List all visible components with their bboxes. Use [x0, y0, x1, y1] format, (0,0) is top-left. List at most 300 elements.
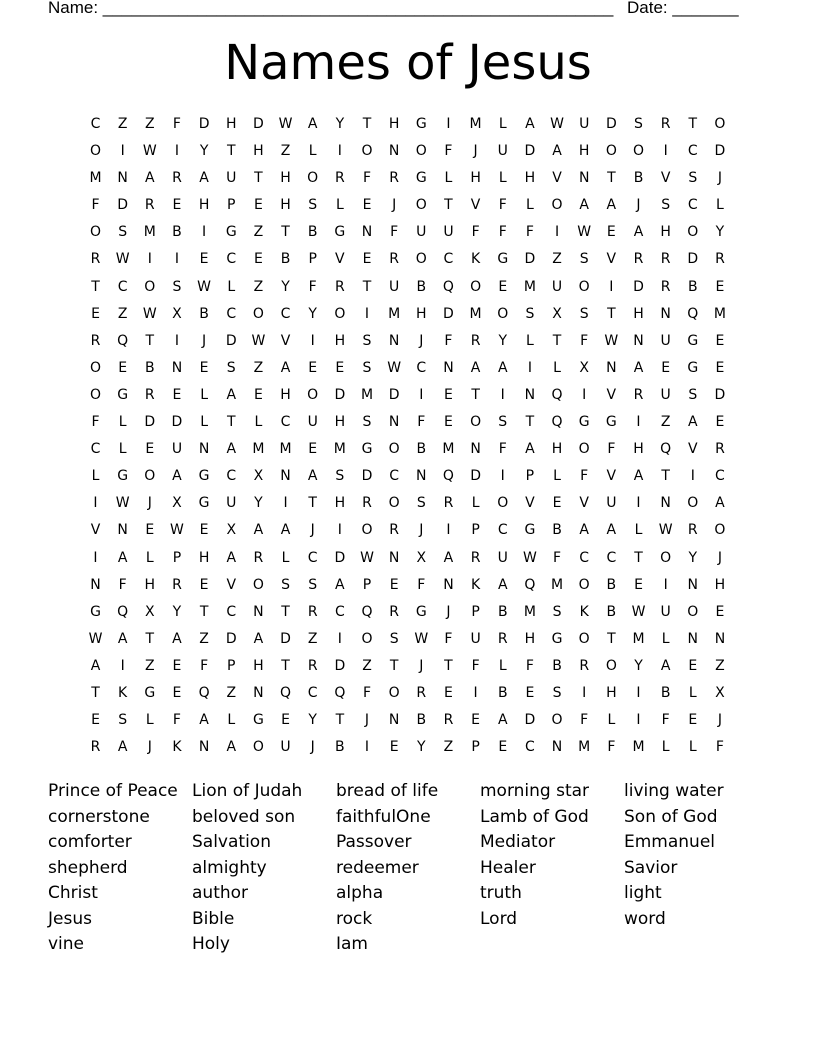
- grid-letter: C: [334, 603, 345, 620]
- grid-letter: D: [388, 386, 400, 403]
- grid-letter: L: [498, 657, 507, 674]
- grid-letter: I: [663, 576, 668, 593]
- grid-letter: F: [417, 576, 426, 593]
- grid-letter: R: [307, 657, 318, 674]
- grid-letter: R: [660, 251, 671, 268]
- grid-letter: W: [88, 630, 103, 647]
- grid-letter: A: [606, 197, 617, 214]
- word-item: alpha: [336, 883, 384, 903]
- grid-letter: F: [525, 224, 534, 241]
- word-item: Lamb of God: [480, 806, 589, 827]
- grid-row: [82, 655, 732, 682]
- grid-letter: C: [687, 197, 698, 214]
- grid-letter: O: [578, 576, 590, 593]
- grid-letter: W: [360, 549, 374, 566]
- grid-letter: E: [253, 386, 263, 403]
- grid-letter: R: [470, 332, 481, 349]
- grid-letter: H: [633, 305, 644, 322]
- grid-letter: I: [364, 305, 370, 322]
- grid-letter: O: [388, 441, 400, 458]
- grid-letter: T: [199, 603, 209, 620]
- grid-letter: L: [498, 116, 507, 132]
- grid-letter: R: [90, 739, 101, 756]
- grid-letter: M: [551, 576, 564, 593]
- grid-letter: E: [715, 278, 725, 295]
- grid-letter: I: [636, 414, 641, 431]
- grid-letter: N: [90, 576, 101, 593]
- grid-letter: Q: [117, 603, 129, 620]
- grid-letter: M: [523, 278, 536, 295]
- grid-letter: T: [607, 170, 616, 187]
- grid-letter: C: [687, 143, 698, 160]
- grid-letter: R: [144, 386, 155, 403]
- grid-letter: X: [226, 522, 237, 539]
- grid-letter: N: [606, 359, 617, 376]
- grid-letter: C: [90, 116, 101, 132]
- grid-letter: H: [714, 576, 726, 593]
- grid-letter: V: [90, 522, 101, 539]
- grid-letter: Y: [308, 305, 317, 322]
- header: [0, 0, 816, 19]
- grid-letter: Q: [551, 414, 563, 431]
- grid-letter: L: [227, 278, 236, 295]
- grid-letter: A: [633, 224, 644, 241]
- grid-letter: D: [524, 251, 536, 268]
- grid-letter: E: [525, 684, 535, 701]
- grid-letter: F: [715, 739, 724, 756]
- grid-letter: D: [225, 630, 237, 647]
- grid-letter: F: [607, 441, 616, 458]
- grid-letter: T: [444, 657, 453, 674]
- grid-letter: J: [717, 712, 722, 729]
- name-field-label: Name: ______________________________________________________: [48, 0, 614, 17]
- grid-letter: R: [443, 495, 454, 512]
- grid-letter: O: [415, 143, 427, 160]
- grid-letter: V: [335, 251, 345, 268]
- grid-letter: Z: [117, 305, 128, 322]
- grid-letter: M: [713, 305, 726, 322]
- grid-letter: A: [497, 712, 508, 729]
- grid-letter: S: [579, 251, 589, 268]
- word-item: Christ: [48, 883, 98, 903]
- word-column: [480, 779, 624, 932]
- grid-letter: Y: [254, 495, 263, 512]
- grid-letter: U: [171, 441, 183, 458]
- grid-letter: D: [524, 143, 536, 160]
- grid-letter: A: [579, 522, 589, 539]
- grid-letter: C: [280, 305, 291, 322]
- grid-letter: C: [416, 359, 427, 376]
- grid-letter: P: [172, 549, 182, 566]
- grid-letter: T: [254, 170, 263, 187]
- grid-letter: W: [115, 495, 130, 512]
- word-item: truth: [480, 883, 522, 903]
- grid-letter: E: [389, 739, 399, 756]
- grid-letter: E: [552, 495, 562, 512]
- grid-letter: D: [470, 468, 481, 485]
- grid-letter: C: [307, 684, 318, 701]
- grid-letter: B: [497, 603, 508, 620]
- grid-letter: I: [120, 143, 125, 160]
- grid-letter: W: [414, 630, 429, 647]
- grid-letter: Y: [281, 278, 290, 295]
- grid-letter: T: [91, 278, 100, 295]
- grid-letter: V: [606, 251, 617, 268]
- grid-letter: E: [715, 359, 725, 376]
- grid-letter: I: [337, 143, 342, 160]
- grid-letter: S: [525, 305, 535, 322]
- word-item: author: [192, 883, 249, 903]
- grid-letter: A: [253, 522, 264, 539]
- grid-row: [82, 682, 732, 709]
- grid-letter: O: [252, 305, 264, 322]
- grid-letter: A: [497, 359, 508, 376]
- grid-letter: G: [524, 522, 536, 539]
- word-item: Passover: [336, 832, 412, 852]
- grid-letter: D: [334, 549, 346, 566]
- grid-letter: R: [497, 630, 508, 647]
- grid-letter: H: [225, 116, 237, 132]
- grid-letter: I: [202, 224, 207, 241]
- grid-letter: H: [334, 495, 346, 512]
- grid-letter: O: [605, 657, 617, 674]
- grid-letter: O: [388, 684, 400, 701]
- grid-letter: E: [444, 684, 453, 701]
- grid-letter: L: [525, 197, 534, 214]
- grid-letter: S: [281, 576, 290, 593]
- grid-letter: F: [498, 224, 507, 241]
- grid-letter: T: [91, 684, 100, 701]
- grid-letter: O: [687, 603, 699, 620]
- grid-letter: T: [661, 468, 670, 485]
- grid-row: [82, 438, 732, 465]
- grid-letter: T: [308, 495, 317, 512]
- grid-letter: L: [145, 712, 154, 729]
- grid-letter: V: [579, 495, 589, 512]
- grid-letter: Z: [253, 278, 264, 295]
- grid-letter: E: [362, 251, 372, 268]
- grid-letter: X: [172, 305, 182, 322]
- grid-letter: B: [497, 684, 508, 701]
- grid-letter: R: [307, 603, 318, 620]
- grid-letter: R: [144, 197, 155, 214]
- grid-letter: I: [147, 251, 152, 268]
- grid-letter: W: [115, 251, 130, 268]
- grid-letter: A: [117, 630, 128, 647]
- grid-letter: F: [498, 197, 507, 214]
- grid-letter: O: [144, 468, 156, 485]
- grid-letter: U: [660, 603, 671, 620]
- grid-letter: O: [334, 305, 346, 322]
- grid-letter: U: [497, 143, 508, 160]
- grid-letter: R: [660, 278, 671, 295]
- grid-letter: U: [443, 224, 454, 241]
- grid-letter: H: [524, 630, 536, 647]
- grid-letter: J: [364, 712, 370, 729]
- grid-row: [82, 303, 732, 330]
- grid-letter: O: [470, 278, 482, 295]
- grid-letter: J: [419, 332, 424, 349]
- grid-letter: C: [226, 468, 237, 485]
- grid-letter: F: [444, 332, 453, 349]
- grid-letter: R: [172, 170, 182, 187]
- word-item: redeemer: [336, 857, 419, 878]
- grid-letter: D: [633, 278, 644, 295]
- grid-letter: G: [415, 116, 427, 132]
- grid-letter: N: [633, 332, 644, 349]
- word-item: Iam: [336, 934, 368, 954]
- grid-letter: Y: [634, 657, 643, 674]
- grid-letter: L: [553, 468, 561, 485]
- grid-letter: Y: [417, 739, 426, 756]
- grid-letter: E: [498, 739, 508, 756]
- grid-letter: G: [415, 603, 427, 620]
- grid-letter: K: [471, 251, 481, 268]
- grid-letter: E: [606, 224, 616, 241]
- grid-letter: O: [714, 522, 726, 539]
- grid-letter: W: [278, 116, 293, 132]
- grid-letter: X: [416, 549, 427, 566]
- grid-letter: E: [145, 522, 155, 539]
- grid-letter: B: [199, 305, 209, 322]
- grid-letter: I: [554, 224, 560, 241]
- grid-letter: N: [443, 359, 454, 376]
- grid-letter: E: [715, 414, 725, 431]
- grid-letter: I: [283, 495, 288, 512]
- grid-letter: E: [91, 305, 100, 322]
- grid-letter: T: [525, 414, 535, 431]
- grid-letter: O: [307, 386, 319, 403]
- grid-letter: S: [688, 170, 698, 187]
- grid-letter: W: [631, 603, 646, 620]
- grid-letter: V: [552, 170, 562, 187]
- grid-row: [82, 411, 732, 438]
- grid-letter: S: [634, 116, 643, 132]
- grid-letter: P: [471, 603, 480, 620]
- grid-letter: M: [279, 441, 292, 458]
- grid-letter: C: [90, 441, 101, 458]
- grid-letter: X: [715, 684, 725, 701]
- word-item: Lion of Judah: [192, 781, 303, 801]
- grid-letter: G: [334, 224, 346, 241]
- grid-letter: O: [415, 251, 427, 268]
- grid-letter: J: [717, 549, 722, 566]
- grid-letter: O: [361, 143, 373, 160]
- grid-letter: E: [335, 359, 345, 376]
- grid-letter: F: [91, 414, 100, 431]
- grid-letter: B: [335, 739, 345, 756]
- grid-letter: H: [334, 332, 346, 349]
- grid-letter: H: [660, 224, 671, 241]
- word-item: Salvation: [192, 832, 271, 852]
- grid-letter: C: [226, 251, 237, 268]
- word-item: Healer: [480, 857, 536, 878]
- grid-letter: F: [498, 441, 507, 458]
- grid-letter: H: [253, 143, 264, 160]
- grid-letter: D: [361, 468, 373, 485]
- grid-letter: B: [416, 441, 427, 458]
- grid-letter: Z: [199, 630, 209, 647]
- grid-letter: Q: [361, 603, 373, 620]
- grid-letter: A: [633, 359, 644, 376]
- grid-letter: Y: [199, 143, 209, 160]
- grid-letter: O: [497, 495, 509, 512]
- grid-letter: E: [172, 684, 182, 701]
- grid-letter: D: [225, 332, 237, 349]
- grid-letter: L: [716, 197, 724, 214]
- grid-letter: C: [117, 278, 128, 295]
- grid-letter: N: [660, 495, 671, 512]
- grid-letter: A: [226, 386, 237, 403]
- grid-letter: W: [142, 143, 157, 160]
- grid-letter: G: [144, 684, 156, 701]
- word-item: Jesus: [48, 908, 92, 929]
- grid-letter: W: [197, 278, 212, 295]
- grid-letter: I: [93, 495, 98, 512]
- grid-letter: W: [658, 522, 673, 539]
- grid-letter: F: [417, 414, 426, 431]
- grid-letter: M: [143, 224, 156, 241]
- grid-letter: O: [415, 197, 427, 214]
- grid-letter: R: [389, 522, 399, 539]
- grid-letter: D: [605, 116, 617, 132]
- grid-letter: V: [660, 170, 671, 187]
- grid-letter: E: [362, 197, 372, 214]
- grid-letter: R: [715, 251, 725, 268]
- grid-letter: H: [253, 657, 264, 674]
- grid-letter: A: [199, 170, 209, 187]
- grid-letter: N: [280, 468, 291, 485]
- grid-letter: P: [227, 197, 236, 214]
- word-item: bread of life: [336, 781, 439, 801]
- grid-letter: B: [552, 522, 562, 539]
- grid-letter: F: [444, 143, 453, 160]
- grid-letter: K: [471, 576, 481, 593]
- grid-letter: L: [444, 170, 453, 187]
- grid-letter: J: [202, 332, 207, 349]
- grid-letter: K: [172, 739, 182, 756]
- grid-letter: N: [198, 739, 210, 756]
- grid-letter: H: [388, 116, 400, 132]
- grid-letter: H: [280, 386, 291, 403]
- grid-letter: O: [714, 116, 726, 132]
- grid-letter: G: [117, 386, 129, 403]
- grid-letter: H: [470, 170, 481, 187]
- grid-letter: B: [307, 224, 318, 241]
- grid-letter: S: [308, 576, 318, 593]
- grid-letter: J: [717, 170, 722, 187]
- grid-letter: A: [117, 549, 128, 566]
- grid-letter: B: [552, 657, 562, 674]
- grid-letter: W: [170, 522, 184, 539]
- grid-letter: U: [226, 170, 237, 187]
- grid-letter: O: [388, 495, 400, 512]
- grid-letter: Y: [172, 603, 182, 620]
- grid-letter: L: [254, 414, 263, 431]
- grid-letter: B: [606, 576, 617, 593]
- word-item: Savior: [624, 857, 678, 878]
- grid-letter: N: [171, 359, 183, 376]
- grid-letter: I: [527, 359, 532, 376]
- grid-letter: W: [142, 305, 157, 322]
- grid-letter: Z: [280, 143, 291, 160]
- grid-letter: F: [444, 630, 453, 647]
- grid-letter: O: [605, 143, 617, 160]
- grid-letter: E: [444, 414, 453, 431]
- word-item: Son of God: [624, 806, 718, 827]
- word-item: shepherd: [48, 857, 128, 878]
- grid-letter: N: [687, 576, 699, 593]
- grid-letter: O: [497, 305, 509, 322]
- grid-letter: R: [416, 684, 427, 701]
- grid-letter: E: [145, 441, 155, 458]
- grid-letter: I: [174, 332, 179, 349]
- grid-letter: T: [444, 197, 453, 214]
- grid-letter: M: [469, 305, 482, 322]
- grid-letter: G: [252, 712, 264, 729]
- grid-letter: B: [416, 278, 427, 295]
- grid-letter: L: [498, 170, 507, 187]
- grid-letter: J: [473, 143, 478, 160]
- word-item: light: [624, 883, 662, 903]
- grid-letter: R: [633, 386, 644, 403]
- grid-letter: P: [227, 657, 236, 674]
- grid-letter: A: [579, 197, 589, 214]
- grid-letter: J: [310, 522, 315, 539]
- grid-letter: E: [308, 359, 318, 376]
- grid-letter: S: [552, 684, 562, 701]
- grid-letter: N: [714, 630, 726, 647]
- grid-letter: Z: [117, 116, 128, 132]
- grid-letter: I: [690, 468, 695, 485]
- grid-letter: H: [551, 441, 563, 458]
- grid-letter: O: [687, 495, 699, 512]
- grid-letter: D: [144, 414, 156, 431]
- grid-letter: A: [253, 630, 264, 647]
- page-title: Names of Jesus: [224, 35, 592, 91]
- grid-letter: S: [362, 332, 372, 349]
- grid-letter: Y: [498, 332, 508, 349]
- grid-letter: I: [337, 522, 342, 539]
- grid-letter: S: [118, 712, 128, 729]
- grid-letter: K: [579, 603, 589, 620]
- grid-letter: I: [120, 657, 125, 674]
- grid-letter: I: [473, 684, 478, 701]
- grid-letter: R: [715, 441, 725, 458]
- grid-letter: Z: [443, 739, 454, 756]
- word-item: cornerstone: [48, 806, 150, 827]
- grid-letter: X: [145, 603, 155, 620]
- grid-letter: A: [633, 468, 644, 485]
- grid-letter: A: [525, 441, 535, 458]
- grid-letter: E: [253, 251, 263, 268]
- grid-letter: Z: [307, 630, 318, 647]
- word-item: Lord: [480, 908, 518, 929]
- grid-letter: S: [552, 603, 562, 620]
- grid-row: [82, 113, 732, 140]
- grid-row: [82, 492, 732, 519]
- grid-letter: N: [578, 170, 590, 187]
- grid-letter: N: [388, 549, 400, 566]
- grid-letter: L: [308, 143, 317, 160]
- grid-letter: Y: [308, 712, 317, 729]
- grid-letter: U: [307, 414, 318, 431]
- grid-letter: I: [609, 278, 614, 295]
- grid-letter: J: [392, 197, 397, 214]
- grid-letter: W: [550, 116, 564, 132]
- grid-letter: W: [251, 332, 266, 349]
- grid-letter: F: [362, 684, 372, 701]
